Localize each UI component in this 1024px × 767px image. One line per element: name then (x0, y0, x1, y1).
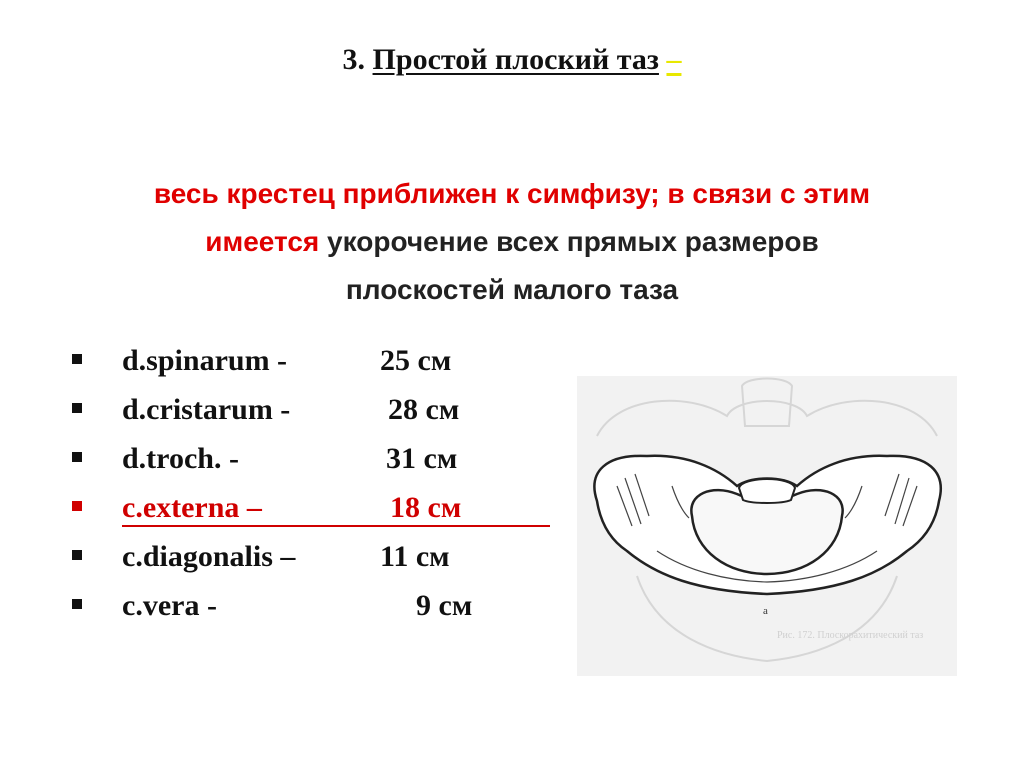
description-line-1: весь крестец приближен к симфизу; в связи с этим (153, 178, 871, 209)
measurement-value: 18 см (390, 491, 462, 524)
figure-faint-caption: Рис. 172. Плоскорахитический таз (777, 630, 924, 641)
measurement-label: c.vera - (122, 589, 217, 622)
measurement-value: 31 см (386, 442, 458, 475)
description-line-2 (0, 218, 1024, 266)
bullet-icon (72, 452, 82, 462)
measurement-value: 25 см (380, 344, 452, 377)
bullet-icon (72, 550, 82, 560)
title-dash: – (666, 43, 682, 76)
description (0, 170, 1024, 314)
description-line-2-rest: укорочение всех прямых размеров (319, 226, 819, 257)
sacrum (739, 479, 795, 503)
title-number: 3. (342, 43, 366, 76)
highlight-underline (122, 525, 550, 527)
slide-title (0, 40, 1024, 80)
measurement-label: d.troch. - (122, 442, 239, 475)
measurement-label: d.cristarum - (122, 393, 291, 426)
measurement-value: 11 см (380, 540, 450, 573)
bullet-icon (72, 501, 82, 511)
figure-caption-letter: а (763, 605, 768, 617)
bullet-icon (72, 354, 82, 364)
pelvis-drawing (577, 376, 957, 676)
pelvis-illustration (577, 376, 957, 676)
measurement-label: c.diagonalis – (122, 540, 296, 573)
description-line-2-red: имеется (205, 226, 320, 257)
title-text: Простой плоский таз (372, 43, 659, 76)
measurement-label: d.spinarum - (122, 344, 288, 377)
description-line-3: плоскостей малого таза (345, 274, 679, 305)
measurement-value: 28 см (388, 393, 460, 426)
measurement-value: 9 см (416, 589, 473, 622)
bullet-icon (72, 403, 82, 413)
bullet-icon (72, 599, 82, 609)
measurement-label: c.externa – (122, 491, 262, 524)
